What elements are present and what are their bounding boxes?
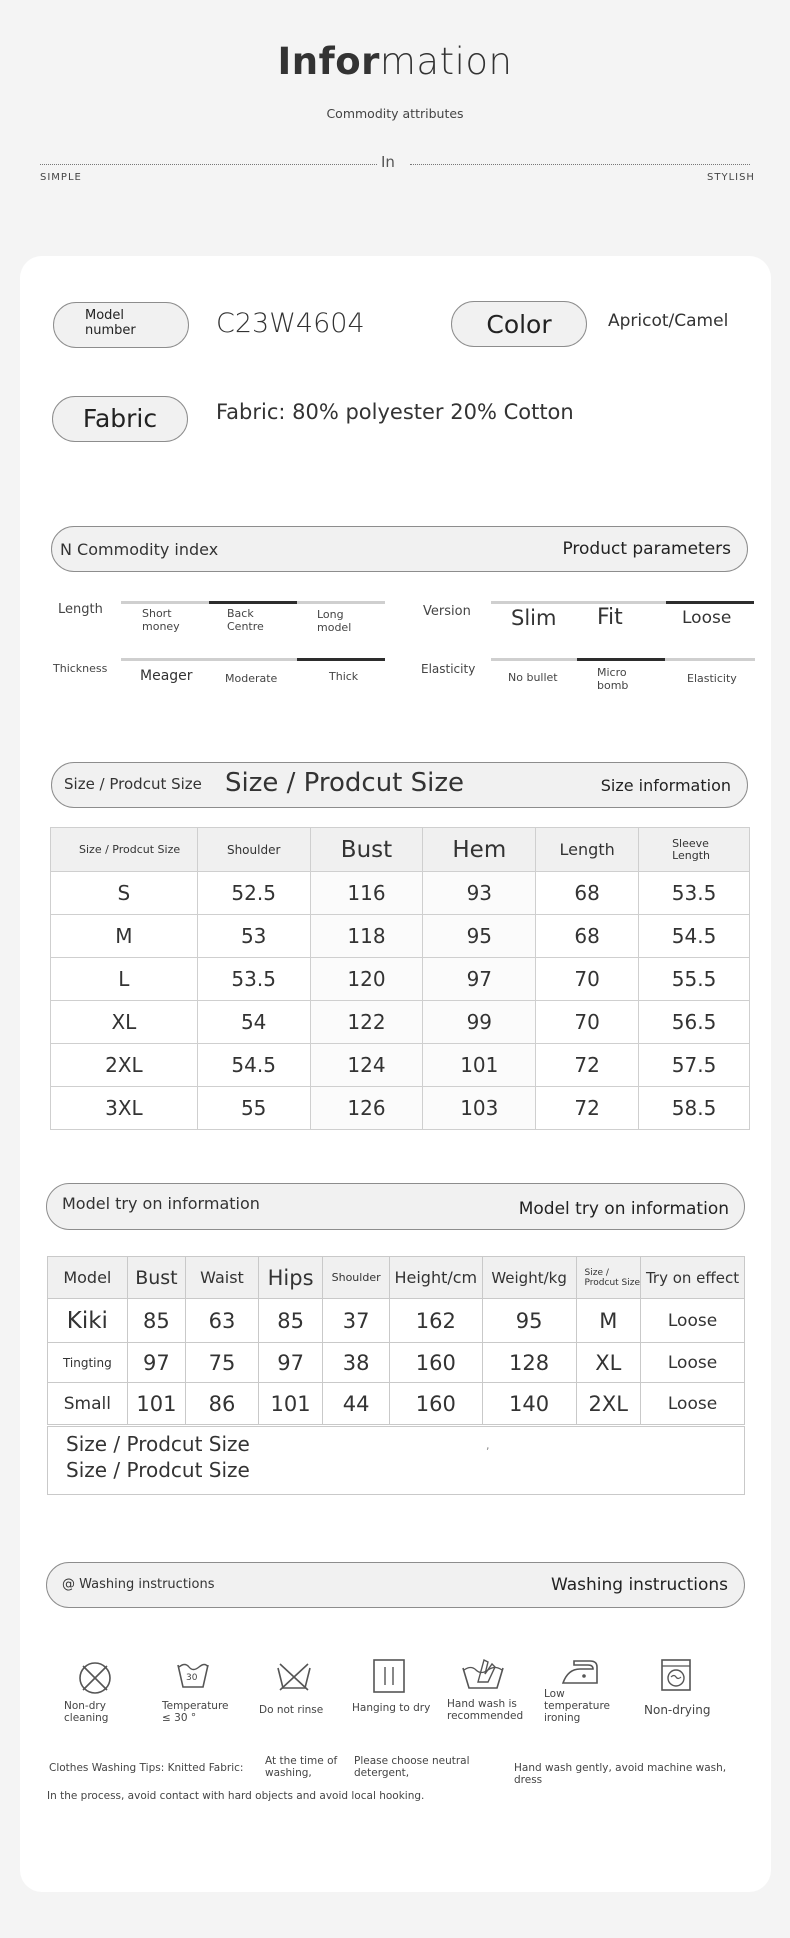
do-not-rinse-icon [274,1662,314,1692]
table-cell: 85 [127,1299,186,1343]
hand-wash-icon [460,1654,506,1692]
length-option-long: Long model [317,608,352,634]
no-dry-cleaning-label: Non-dry cleaning [64,1700,109,1724]
model-header-right-label: Model try on information [518,1199,729,1219]
thickness-label: Thickness [53,662,108,675]
model-name-cell: Small [48,1383,128,1425]
table-cell: 122 [310,1001,423,1044]
low-temperature-ironing-label: Low temperature ironing [544,1688,610,1724]
table-cell: 101 [423,1044,536,1087]
model-section-header [46,1183,745,1230]
product-parameters-label: Product parameters [562,539,731,559]
table-cell: 44 [323,1383,390,1425]
table-cell: 97 [423,958,536,1001]
commodity-index-label: N Commodity index [60,540,219,559]
table-cell: 162 [389,1299,482,1343]
table-cell: 86 [186,1383,259,1425]
shoulder-col-header: Shoulder [323,1257,390,1299]
model-number-pill [53,302,189,348]
thickness-option-thick: Thick [329,670,359,683]
size-information-label: Size information [600,776,731,795]
stylish-tag: STYLISH [707,172,755,183]
table-cell: 55 [197,1087,310,1130]
table-cell: M [576,1299,641,1343]
table-cell: 70 [536,1001,639,1044]
table-cell: 116 [310,872,423,915]
length-bar-1 [121,601,209,604]
table-cell: 53.5 [639,872,750,915]
table-cell: Loose [641,1383,745,1425]
length-col-header: Length [536,828,639,872]
model-note-mark: , [486,1439,490,1452]
table-cell: Loose [641,1343,745,1383]
table-cell: 75 [186,1343,259,1383]
elasticity-option-micro-bomb: Micro bomb [597,666,629,692]
elasticity-label: Elasticity [421,662,476,676]
wash-tip-part-2: At the time of washing, [265,1755,338,1779]
low-temperature-ironing-icon [560,1657,600,1687]
model-number-label: Model number [85,308,136,338]
fabric-value: Fabric: 80% polyester 20% Cotton [216,400,574,424]
table-cell: 120 [310,958,423,1001]
model-note-box [47,1426,745,1495]
table-row [51,915,750,958]
elasticity-option-elasticity: Elasticity [687,672,737,685]
table-cell: 2XL [576,1383,641,1425]
thickness-option-moderate: Moderate [225,672,278,685]
table-cell: 160 [389,1343,482,1383]
table-cell: 103 [423,1087,536,1130]
hand-wash-label: Hand wash is recommended [447,1698,524,1722]
table-cell: 95 [423,915,536,958]
size-cell: M [51,915,198,958]
fabric-label: Fabric [82,404,158,433]
temperature-label: Temperature ≤ 30 ° [162,1700,229,1724]
hanging-to-dry-icon [372,1658,406,1694]
elasticity-option-no-bullet: No bullet [508,671,558,684]
color-label: Color [486,310,552,339]
model-table [47,1256,745,1425]
table-cell: XL [576,1343,641,1383]
color-pill [451,301,587,347]
table-row [51,872,750,915]
table-cell: 72 [536,1087,639,1130]
elasticity-bar-3 [665,658,755,661]
table-cell: 101 [258,1383,323,1425]
table-row [51,1087,750,1130]
table-cell: 55.5 [639,958,750,1001]
table-cell: 56.5 [639,1001,750,1044]
elasticity-bar-1 [491,658,577,661]
divider-label: In [381,153,395,171]
version-option-loose: Loose [682,608,732,628]
size-cell: L [51,958,198,1001]
table-cell: 97 [258,1343,323,1383]
table-cell: 99 [423,1001,536,1044]
table-cell: 128 [482,1343,576,1383]
size-col-header: Size / Prodcut Size [51,828,198,872]
size-cell: 2XL [51,1044,198,1087]
height-col-header: Height/cm [389,1257,482,1299]
wash-tip-part-4: Hand wash gently, avoid machine wash, dress [514,1762,727,1786]
table-row [51,1044,750,1087]
washing-header-left-label: @ Washing instructions [62,1577,215,1592]
table-cell: 54.5 [197,1044,310,1087]
bust-col-header: Bust [127,1257,186,1299]
table-cell: 63 [186,1299,259,1343]
table-cell: 52.5 [197,872,310,915]
elasticity-bar-2-selected [577,658,665,661]
model-note-line-2: Size / Prodcut Size [66,1458,250,1482]
temperature-30-icon [175,1657,211,1691]
shoulder-col-header: Shoulder [197,828,310,872]
do-not-rinse-label: Do not rinse [259,1704,324,1716]
bust-col-header: Bust [310,828,423,872]
table-cell: 54.5 [639,915,750,958]
length-option-short: Short money [142,607,180,633]
wash-tip-part-3: Please choose neutral detergent, [354,1755,470,1779]
table-cell: 57.5 [639,1044,750,1087]
sleeve-length-col-header: Sleeve Length [639,828,750,872]
table-cell: 95 [482,1299,576,1343]
table-cell: 54 [197,1001,310,1044]
size-cell: S [51,872,198,915]
table-row [48,1383,745,1425]
non-drying-label: Non-drying [644,1703,711,1717]
fabric-pill [52,396,188,442]
table-cell: 124 [310,1044,423,1087]
size-table [50,827,750,1130]
wash-tip-part-1: Clothes Washing Tips: Knitted Fabric: [49,1762,244,1774]
table-cell: 70 [536,958,639,1001]
model-header-left-label: Model try on information [62,1194,260,1213]
table-row [51,958,750,1001]
table-cell: 126 [310,1087,423,1130]
page-subtitle: Commodity attributes [326,106,464,121]
simple-tag: SIMPLE [40,172,82,183]
length-bar-3 [297,601,385,604]
size-header-left-label: Size / Prodcut Size [64,775,202,793]
weight-col-header: Weight/kg [482,1257,576,1299]
table-cell: 118 [310,915,423,958]
non-drying-icon [660,1658,692,1692]
table-cell: 53.5 [197,958,310,1001]
temperature-badge: 30 [186,1673,198,1683]
table-cell: 37 [323,1299,390,1343]
table-cell: 53 [197,915,310,958]
table-cell: 68 [536,872,639,915]
size-header-center-label: Size / Prodcut Size [225,768,465,798]
length-bar-2-selected [209,601,297,604]
size-col-header: Size / Prodcut Size [576,1257,641,1299]
table-cell: Loose [641,1299,745,1343]
model-note-line-1: Size / Prodcut Size [66,1432,250,1456]
table-cell: 72 [536,1044,639,1087]
hips-col-header: Hips [258,1257,323,1299]
page-title: Information [277,40,513,83]
length-option-back-centre: Back Centre [227,607,264,633]
table-row [48,1299,745,1343]
thickness-bar-selected [297,658,385,661]
table-cell: 160 [389,1383,482,1425]
table-cell: 58.5 [639,1087,750,1130]
size-cell: 3XL [51,1087,198,1130]
table-cell: 101 [127,1383,186,1425]
table-cell: 97 [127,1343,186,1383]
table-cell: 38 [323,1343,390,1383]
thickness-bar [121,658,297,661]
divider-right [410,164,750,165]
table-cell: 140 [482,1383,576,1425]
divider-left [40,164,377,165]
version-bar-selected [666,601,754,604]
size-cell: XL [51,1001,198,1044]
model-name-cell: Tingting [48,1343,128,1383]
hanging-to-dry-label: Hanging to dry [352,1702,431,1714]
version-option-slim: Slim [511,606,557,630]
wash-tip-line-2: In the process, avoid contact with hard objects and avoid local hooking. [47,1790,425,1802]
waist-col-header: Waist [186,1257,259,1299]
version-bar [491,601,666,604]
table-row [51,1001,750,1044]
washing-section-header [46,1562,745,1608]
model-number-value: C23W4604 [216,308,365,339]
length-label: Length [58,602,103,617]
washing-header-right-label: Washing instructions [550,1575,728,1595]
model-table-header-row [48,1257,745,1299]
size-section-header [51,762,748,808]
table-cell: 68 [536,915,639,958]
table-cell: 93 [423,872,536,915]
model-name-cell: Kiki [48,1299,128,1343]
model-col-header: Model [48,1257,128,1299]
table-row [48,1343,745,1383]
hem-col-header: Hem [423,828,536,872]
size-table-header-row [51,828,750,872]
try-on-effect-col-header: Try on effect [641,1257,745,1299]
thickness-option-meager: Meager [140,668,193,684]
version-option-fit: Fit [597,605,623,630]
table-cell: 85 [258,1299,323,1343]
color-value: Apricot/Camel [608,311,729,331]
no-dry-cleaning-icon [77,1660,113,1696]
version-label: Version [423,604,471,619]
commodity-index-header [51,526,748,572]
